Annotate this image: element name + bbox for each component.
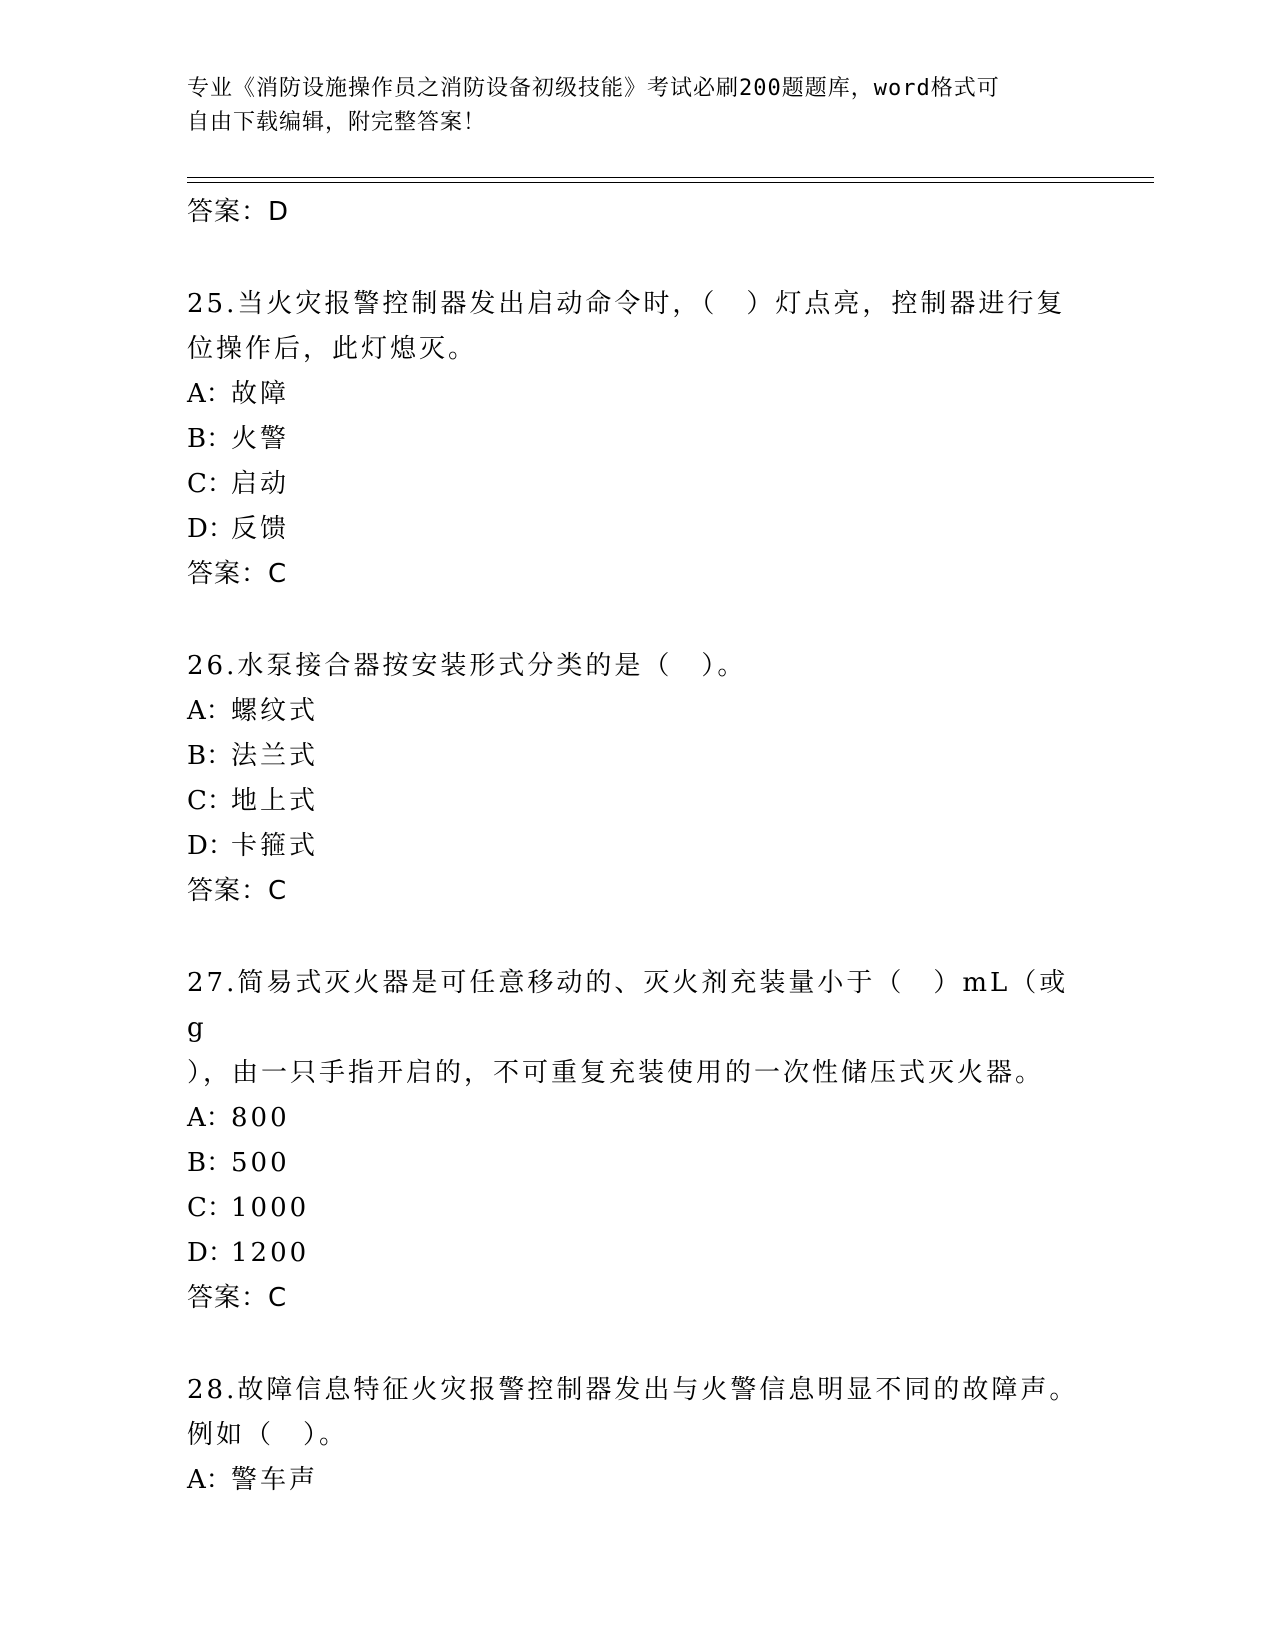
option-text: 法兰式 — [231, 741, 319, 771]
option-key: C： — [187, 469, 233, 499]
option-text: 地上式 — [231, 786, 319, 816]
option-a — [187, 372, 1087, 417]
option-key: D： — [187, 514, 234, 544]
option-text: 螺纹式 — [231, 696, 319, 726]
answer-line: 答案：C — [187, 1283, 288, 1313]
answer-line: 答案：D — [187, 197, 290, 227]
option-d — [187, 824, 1087, 869]
option-text: 1000 — [231, 1193, 310, 1223]
header-title-line-1: 专业《消防设施操作员之消防设备初级技能》考试必刷200题题库，word格式可 — [187, 76, 1000, 101]
question-stem-line: 27.简易式灭火器是可任意移动的、灭火剂充装量小于（ ）mL（或g — [187, 968, 1069, 1043]
option-d — [187, 507, 1087, 552]
question-28-stem — [187, 1368, 1087, 1458]
option-a — [187, 1096, 1087, 1141]
option-text: 800 — [231, 1103, 290, 1133]
option-c — [187, 1186, 1087, 1231]
question-25-stem — [187, 282, 1087, 372]
option-b — [187, 1141, 1087, 1186]
option-key: A： — [187, 1103, 232, 1133]
header-title-line-2: 自由下载编辑，附完整答案！ — [187, 110, 487, 135]
option-key: D： — [187, 831, 234, 861]
option-text: 500 — [231, 1148, 290, 1178]
question-list — [187, 190, 1087, 1503]
option-key: A： — [187, 379, 232, 409]
option-key: B： — [187, 741, 233, 771]
option-key: C： — [187, 786, 233, 816]
option-key: A： — [187, 696, 232, 726]
option-key: B： — [187, 424, 233, 454]
option-c — [187, 779, 1087, 824]
answer-line: 答案：C — [187, 559, 288, 589]
option-text: 1200 — [231, 1238, 310, 1268]
option-text: 警车声 — [231, 1465, 319, 1495]
page-header — [187, 72, 1067, 140]
question-stem-line: 例如（ ）。 — [187, 1420, 349, 1450]
question-stem-line: ），由一只手指开启的，不可重复充装使用的一次性储压式灭火器。 — [187, 1058, 1045, 1088]
question-26-stem — [187, 644, 1087, 689]
option-text: 启动 — [231, 469, 290, 499]
option-text: 故障 — [231, 379, 290, 409]
option-text: 火警 — [231, 424, 290, 454]
question-stem-line: 26.水泵接合器按安装形式分类的是（ ）。 — [187, 651, 747, 681]
option-b — [187, 734, 1087, 779]
question-stem-line: 位操作后，此灯熄灭。 — [187, 334, 478, 364]
option-text: 卡箍式 — [231, 831, 319, 861]
option-key: D： — [187, 1238, 234, 1268]
option-text: 反馈 — [231, 514, 290, 544]
option-b — [187, 417, 1087, 462]
question-stem-line: 25.当火灾报警控制器发出启动命令时，（ ）灯点亮，控制器进行复 — [187, 289, 1066, 319]
option-d — [187, 1231, 1087, 1276]
option-a — [187, 689, 1087, 734]
answer-line: 答案：C — [187, 876, 288, 906]
option-c — [187, 462, 1087, 507]
question-27-stem — [187, 961, 1087, 1096]
header-divider — [187, 177, 1154, 183]
option-a — [187, 1458, 1087, 1503]
question-stem-line: 28.故障信息特征火灾报警控制器发出与火警信息明显不同的故障声。 — [187, 1375, 1079, 1405]
option-key: A： — [187, 1465, 232, 1495]
option-key: B： — [187, 1148, 233, 1178]
option-key: C： — [187, 1193, 233, 1223]
